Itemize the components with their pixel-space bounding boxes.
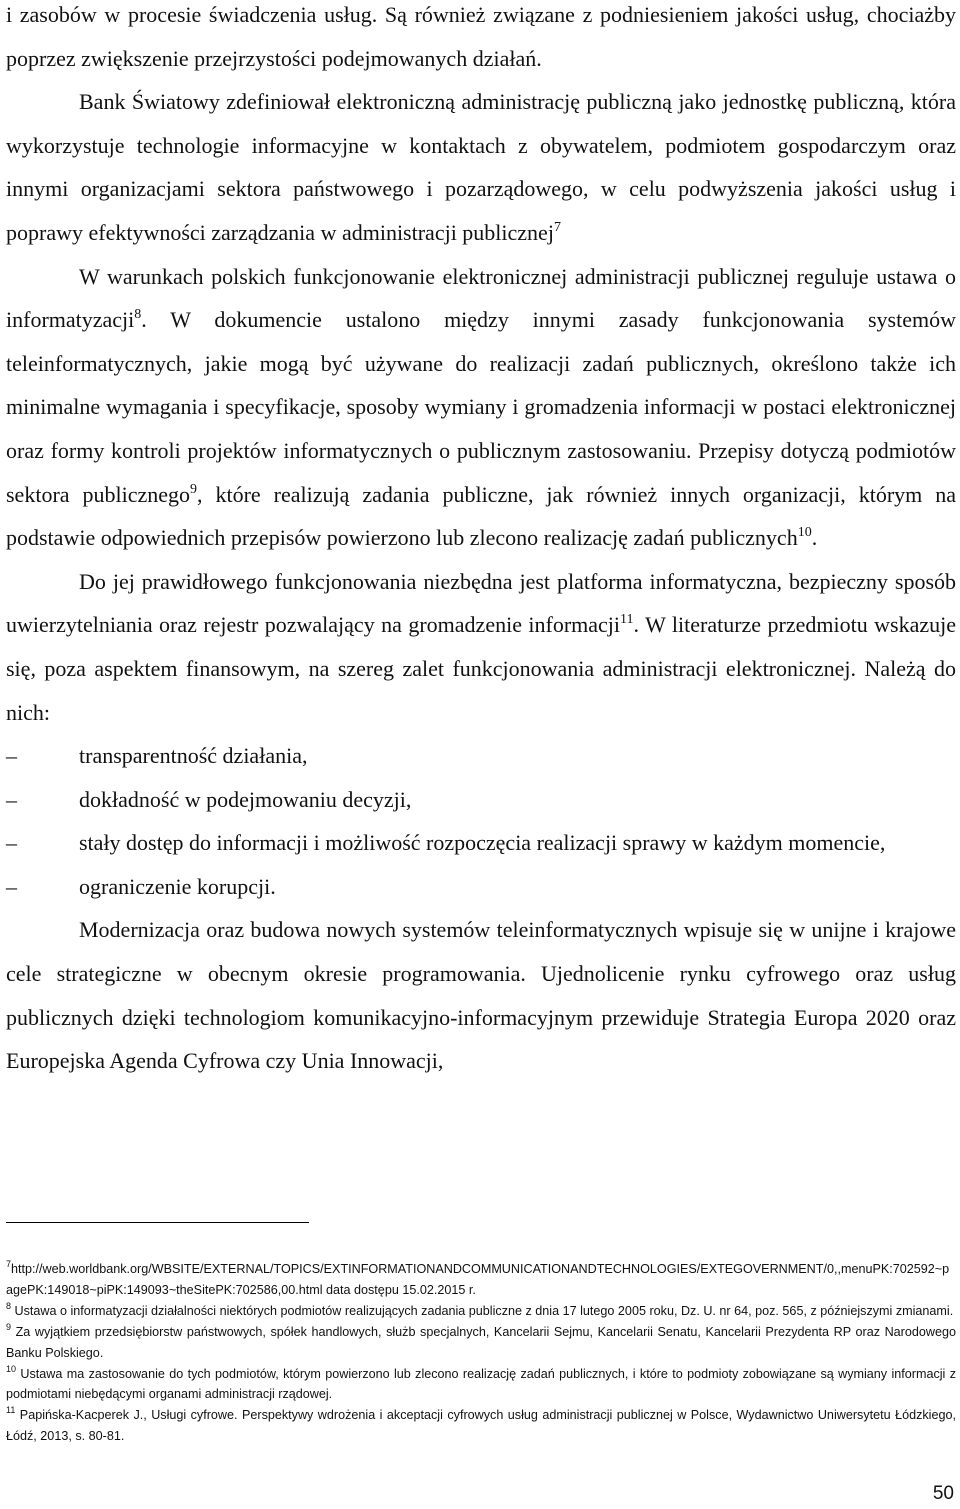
paragraph-1 [6,0,956,80]
footnotes [6,1259,956,1447]
page-number: 50 [932,1483,954,1504]
paragraph-3-text-a: W warunkach polskich funkcjonowanie elektronicznej administracji publicznej reguluje ustawa o informatyzacji [6,263,956,333]
footnote-link[interactable]: http://web.worldbank.org/WBSITE/EXTERNAL/TOPICS/EXTINFORMATIONANDCOMMUNICATIONANDTECHNOLOGIES/EXTEGOVERNMENT/0,,menuPK:702592~pagePK:149018~piPK:149093~theSitePK:702586,00.html data dostępu 15.02.2015 r. [6,1262,950,1297]
footnote-ref-10[interactable]: 10 [797,525,812,541]
list-item [6,734,956,778]
footnote-text: Ustawa ma zastosowanie do tych podmiotów, którym powierzono lub zlecono realizację zadań publicznych, i które to podmioty zobowiązane są wymiany informacji z podmiotami niebędącymi organami administracji rządowej. [6,1366,956,1402]
footnote-10 [6,1364,956,1406]
paragraph-2-text: Bank Światowy zdefiniował elektroniczną administrację publiczną jako jednostkę publiczną, która wykorzystuje technologie informacyjne w kontaktach z obywatelem, podmiotem gospodarczym oraz innymi organizacjami sektora państwowego i pozarządowego, w celu podwyższenia jakości usług i poprawy efektywności zarządzania w administracji publicznej [6,89,956,245]
list-item [6,778,956,822]
footnote-8 [6,1301,956,1322]
footnote-text: Za wyjątkiem przedsiębiorstw państwowych, spółek handlowych, służb specjalnych, Kancelarii Sejmu, Kancelarii Senatu, Kancelarii Prezydenta RP oraz Narodowego Banku Polskiego. [6,1324,956,1360]
paragraph-3-text-d: . [811,525,818,551]
paragraph-2 [6,80,956,254]
footnote-number: 10 [6,1363,17,1374]
list-item-text: stały dostęp do informacji i możliwość rozpoczęcia realizacji sprawy w każdym momencie, [79,830,886,856]
paragraph-3-text-b: . W dokumencie ustalono między innymi zasady funkcjonowania systemów teleinformatycznych, jakie mogą być używane do realizacji zadań publicznych, określono także ich minimalne wymagania i specyfikacje, sposoby wymiany i gromadzenia informacji w postaci elektronicznej oraz formy kontroli projektów informatycznych o publicznym zastosowaniu. Przepisy dotyczą podmiotów sektora publicznego [6,307,956,507]
list-item [6,821,956,865]
advantages-list [6,734,956,908]
footnote-number: 7 [6,1259,12,1269]
paragraph-3 [6,255,956,560]
footnote-separator [6,1222,309,1223]
footnote-text: Ustawa o informatyzacji działalności niektórych podmiotów realizujących zadania publiczne z dnia 17 lutego 2005 roku, Dz. U. nr 64, poz. 565, z późniejszymi zmianami. [11,1303,954,1318]
list-dash: – [6,743,17,769]
footnote-ref-8[interactable]: 8 [134,307,142,323]
paragraph-1-text: i zasobów w procesie świadczenia usług. Są również związane z podniesieniem jakości usług, chociażby poprzez zwiększenie przejrzystości podejmowanych działań. [6,2,956,71]
footnote-11 [6,1405,956,1447]
footnote-number: 8 [6,1300,12,1311]
paragraph-4 [6,560,956,734]
footnote-7 [6,1259,956,1301]
document-page [6,0,956,1509]
footnote-ref-11[interactable]: 11 [620,612,634,628]
footnote-9 [6,1322,956,1364]
paragraph-5-text: Modernizacja oraz budowa nowych systemów teleinformatycznych wpisuje się w unijne i krajowe cele strategiczne w obecnym okresie programowania. Ujednolicenie rynku cyfrowego oraz usług publicznych dzięki technologiom komunikacyjno-informacyjnym przewiduje Strategia Europa 2020 oraz Europejska Agenda Cyfrowa czy Unia Innowacji, [6,917,956,1074]
list-item-text: ograniczenie korupcji. [79,873,276,899]
list-dash: – [6,786,17,812]
body-text [6,0,956,1083]
paragraph-4-text-b: . W literaturze przedmiotu wskazuje się, poza aspektem finansowym, na szereg zalet funkcjonowania administracji elektronicznej. Należą do nich: [6,612,956,725]
footnote-number: 9 [6,1321,12,1332]
list-item-text: dokładność w podejmowaniu decyzji, [79,786,412,812]
paragraph-5 [6,908,956,1082]
list-dash: – [6,873,17,899]
footnote-ref-9[interactable]: 9 [190,481,198,497]
footnote-text: Papińska-Kacperek J., Usługi cyfrowe. Perspektywy wdrożenia i akceptacji cyfrowych usług administracji publicznej w Polsce, Wydawnictwo Uniwersytetu Łódzkiego, Łódź, 2013, s. 80-81. [6,1408,956,1444]
footnote-ref-7[interactable]: 7 [553,219,561,235]
paragraph-4-text-a: Do jej prawidłowego funkcjonowania niezbędna jest platforma informatyczna, bezpieczny sposób uwierzytelniania oraz rejestr pozwalający na gromadzenie informacji [6,568,956,638]
paragraph-3-text-c: , które realizują zadania publiczne, jak również innych organizacji, którym na podstawie odpowiednich przepisów powierzono lub zlecono realizację zadań publicznych [6,481,956,551]
list-item-text: transparentność działania, [79,743,308,769]
list-item [6,865,956,909]
footnote-number: 11 [6,1405,16,1416]
list-dash: – [6,830,17,856]
